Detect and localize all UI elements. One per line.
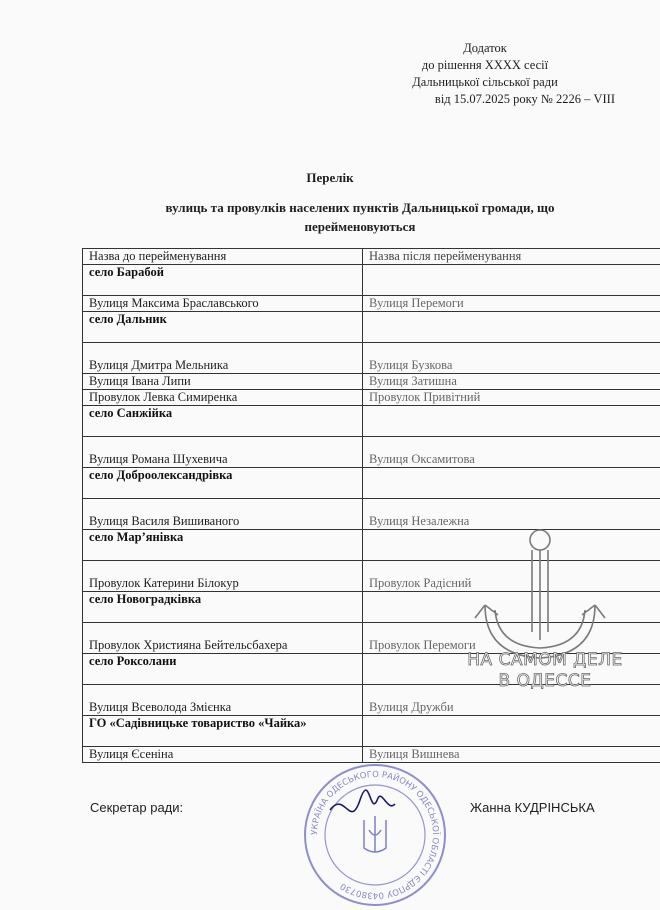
watermark-line-1: НА САМОМ ДЕЛЕ (445, 650, 645, 671)
official-stamp (300, 760, 450, 910)
name-before: Провулок Катерини Білокур (83, 561, 363, 592)
stamp-ring-text: УКРАЇНА ОДЕСЬКОГО РАЙОНУ ОДЕСЬКОЇ ОБЛАСТІ ЄДРПОУ 04380730 (310, 770, 441, 900)
name-before: ГО «Садівницьке товариство «Чайка» (83, 716, 363, 747)
name-before: Вулиця Василя Вишиваного (83, 499, 363, 530)
name-before: село Мар’янівка (83, 530, 363, 561)
header-line-3: Дальницької сільської ради (365, 74, 605, 91)
name-before: Вулиця Всеволода Змієнка (83, 685, 363, 716)
street-row (83, 296, 660, 312)
table-header-row (83, 249, 660, 265)
name-before: Вулиця Івана Липи (83, 374, 363, 390)
village-row (83, 312, 660, 343)
street-row (83, 390, 660, 406)
name-after: Вулиця Оксамитова (363, 437, 660, 468)
secretary-name: Жанна КУДРІНСЬКА (470, 800, 595, 815)
watermark-text (445, 650, 645, 692)
name-before: село Доброолександрівка (83, 468, 363, 499)
name-before: село Дальник (83, 312, 363, 343)
name-before: село Санжійка (83, 406, 363, 437)
name-after (363, 468, 660, 499)
village-row (83, 406, 660, 437)
name-after: Провулок Радісний (363, 561, 660, 592)
header-after: Назва після перейменування (363, 249, 660, 265)
village-row (83, 265, 660, 296)
secretary-label: Секретар ради: (90, 800, 183, 815)
name-after: Провулок Перемоги (363, 623, 660, 654)
name-after (363, 265, 660, 296)
name-before: Вулиця Романа Шухевича (83, 437, 363, 468)
name-before: село Новоградківка (83, 592, 363, 623)
document-subtitle: вулиць та провулків населених пунктів Дальницької громади, що перейменовуються (120, 198, 600, 236)
village-row (83, 716, 660, 747)
watermark-line-2: В ОДЕССЕ (445, 671, 645, 692)
street-row (83, 343, 660, 374)
name-after: Вулиця Бузкова (363, 343, 660, 374)
street-row (83, 437, 660, 468)
name-before: Вулиця Дмитра Мельника (83, 343, 363, 374)
name-before: село Барабой (83, 265, 363, 296)
header-line-2: до рішення XXXX сесії (365, 57, 605, 74)
name-after (363, 406, 660, 437)
name-before: Провулок Християна Бейтельсбахера (83, 623, 363, 654)
name-after (363, 716, 660, 747)
name-after: Вулиця Затишна (363, 374, 660, 390)
name-after: Вулиця Вишнева (363, 747, 660, 763)
trident-icon (364, 816, 386, 852)
village-row (83, 468, 660, 499)
document-title: Перелік (0, 170, 660, 186)
name-before: село Роксолани (83, 654, 363, 685)
header-before: Назва до перейменування (83, 249, 363, 265)
appendix-header (365, 40, 605, 108)
name-after: Вулиця Незалежна (363, 499, 660, 530)
street-row (83, 374, 660, 390)
name-after: Вулиця Дружби (363, 685, 660, 716)
name-before: Провулок Левка Симиренка (83, 390, 363, 406)
signature (330, 790, 395, 811)
header-line-1: Додаток (365, 40, 605, 57)
name-after: Провулок Привітний (363, 390, 660, 406)
name-before: Вулиця Єсеніна (83, 747, 363, 763)
header-line-4: від 15.07.2025 року № 2226 – VIII (365, 91, 615, 108)
name-after (363, 312, 660, 343)
name-after: Вулиця Перемоги (363, 296, 660, 312)
name-before: Вулиця Максима Браславського (83, 296, 363, 312)
